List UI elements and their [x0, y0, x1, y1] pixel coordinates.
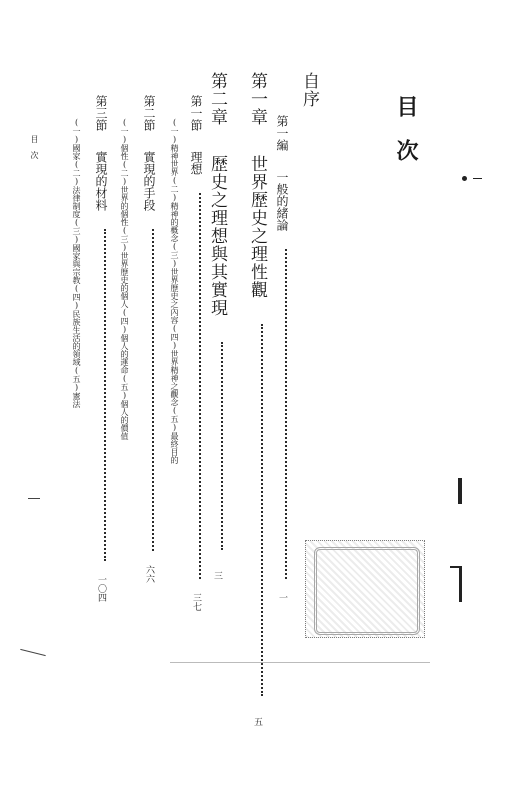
dot-leader [152, 229, 154, 551]
scan-speck [458, 478, 462, 504]
dot-leader [221, 342, 223, 550]
dot-leader [285, 249, 287, 579]
section-name: 實現的手段 [142, 151, 156, 211]
scan-speck [462, 176, 467, 181]
page-number: 三 [212, 571, 222, 581]
page-number: 六六 [144, 565, 154, 583]
chapter-label: 第一章 [247, 72, 267, 126]
scan-speck [450, 566, 461, 568]
scan-speck [459, 566, 462, 602]
page-title: 目次 [393, 95, 419, 183]
toc-section-2 [143, 95, 155, 583]
toc-chapter-2 [208, 72, 225, 581]
toc-section-3 [95, 95, 107, 602]
section-1-subtopics: (一)精神世界(二)精神的概念(三)世界歷史之內容(四)世界精神之觀念(五)最終目的 [170, 118, 179, 464]
folio-page-mark [28, 498, 40, 499]
library-stamp [305, 540, 425, 638]
section-label: 第三節 [94, 95, 108, 131]
page-number: 三七 [191, 593, 201, 611]
dot-leader [261, 324, 263, 696]
page-number: 一〇四 [96, 575, 106, 602]
toc-chapter-1 [248, 72, 265, 727]
part-label: 第一編 [275, 115, 289, 151]
scan-bottom-line [170, 662, 430, 663]
dot-leader [199, 193, 201, 579]
toc-part-1 [276, 115, 288, 602]
scan-edge-mark [20, 649, 45, 656]
scan-speck [473, 178, 482, 179]
page-number: 五 [252, 717, 262, 727]
stamp-border [314, 547, 420, 635]
section-label: 第一節 [189, 95, 203, 131]
chapter-name: 歷史之理想與其實現 [207, 155, 227, 317]
preface-label: 自序 [299, 72, 319, 108]
section-2-subtopics: (一)個性(二)世界的個性(三)世界歷史的個人(四)個人的運命(五)個人的價值 [120, 118, 129, 440]
running-head: 目次 [30, 135, 39, 167]
dot-leader [104, 229, 106, 561]
chapter-name: 世界歷史之理性觀 [247, 155, 267, 299]
page-number: 一 [277, 593, 287, 602]
section-name: 理想 [189, 151, 203, 175]
section-label: 第二節 [142, 95, 156, 131]
chapter-label: 第二章 [207, 72, 227, 126]
part-name: 一般的緒論 [275, 171, 289, 231]
toc-section-1 [190, 95, 202, 611]
section-name: 實現的材料 [94, 151, 108, 211]
section-3-subtopics: (一)國家(二)法律制度(三)國家與宗教(四)民族生活的領域(五)憲法 [72, 118, 81, 408]
toc-preface [300, 72, 317, 108]
